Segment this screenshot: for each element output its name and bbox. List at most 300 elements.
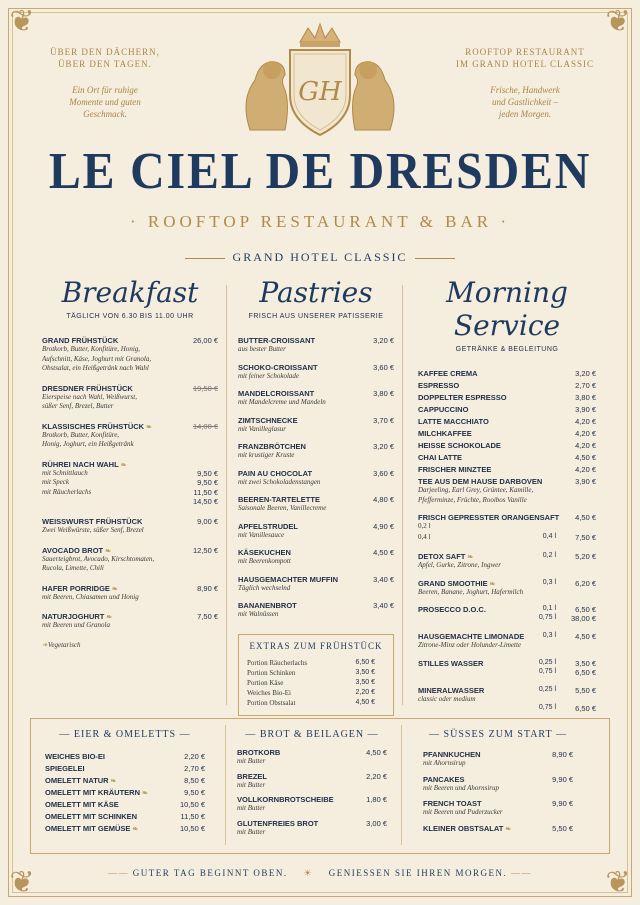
pastry-name: SCHOKO-CROISSANT <box>238 362 318 372</box>
pastry-item <box>238 522 394 541</box>
drink-description: Beeren, Banane, Joghurt, Hafermilch <box>418 587 524 596</box>
item-name-text: SPIEGELEI <box>45 764 85 773</box>
pastry-price: 3,40 € <box>373 601 394 610</box>
item-name-text: GLUTENFREIES BROT <box>237 818 319 828</box>
pastry-name: BUTTER-CROISSANT <box>238 336 316 345</box>
item-description: Brotkorb, Butter, Konfitüre, Honig, <box>42 345 141 353</box>
menu-item <box>237 748 387 767</box>
item-description: mit Butter <box>237 757 266 765</box>
pastry-description: mit zwei Schokoladenstangen <box>238 477 321 486</box>
drink-item <box>418 465 596 474</box>
drink-name-text: HEISSE SCHOKOLADE <box>418 441 501 450</box>
item-description: mit Beeren und Ahornsirup <box>423 783 500 792</box>
item-option <box>42 469 218 479</box>
item-name <box>42 612 218 621</box>
pastry-price: 3,20 € <box>373 442 394 451</box>
morning-list <box>418 369 596 714</box>
item-name-text: OMELETT NATUR <box>45 776 109 785</box>
drink-price: 6,20 € <box>575 578 596 588</box>
item-price: 9,00 € <box>197 517 218 526</box>
drink-size: 0,75 l <box>538 614 556 621</box>
drink-size: 0,75 l <box>538 704 556 711</box>
vegetarian-legend <box>42 641 218 651</box>
item-option <box>42 488 218 498</box>
item-description: mit Butter <box>237 827 266 836</box>
left-italic-3: Geschmack. <box>83 109 127 119</box>
item-name <box>42 584 218 593</box>
drink-name <box>418 465 596 474</box>
item-description: Aufschnitt, Käse, Joghurt mit Granola, <box>42 354 152 363</box>
left-italic-1: Ein Ort für ruhige <box>72 85 138 95</box>
drink-name <box>418 429 596 438</box>
extras-box <box>238 634 394 716</box>
item-price: 19,50 € <box>192 383 218 393</box>
right-caps-1: ROOFTOP RESTAURANT <box>465 47 585 57</box>
drink-description: Pfefferminze, Früchte, Rooibos Vanille <box>418 495 527 504</box>
drink-price: 4,20 € <box>575 417 596 426</box>
morning-subtitle: GETRÄNKE & BEGLEITUNG <box>455 346 559 353</box>
drink-price: 4,50 € <box>575 632 596 641</box>
menu-item <box>42 517 218 536</box>
item-price: 9,50 € <box>184 788 205 797</box>
item-name <box>42 384 218 393</box>
menu-item <box>42 612 218 631</box>
item-price: 8,90 € <box>197 583 218 593</box>
item-name <box>423 750 573 759</box>
item-description: Zwei Weißwürste, süßer Senf, Brezel <box>42 526 144 534</box>
item-name-text: NATURJOGHURT <box>42 612 105 621</box>
item-description: Rucola, Limette, Chili <box>42 564 104 572</box>
pastry-description: mit Beerenkompott <box>238 557 291 565</box>
item-name <box>42 517 218 526</box>
crest-icon <box>230 20 410 140</box>
pastry-item <box>238 336 394 355</box>
pastry-description: Saisonale Beeren, Vanillecreme <box>238 504 327 512</box>
item-name <box>42 460 218 469</box>
vegetarian-leaf-icon: ❧ <box>140 790 148 797</box>
pastry-name: ZIMTSCHNECKE <box>238 415 298 425</box>
breakfast-title: Breakfast <box>61 276 199 309</box>
item-price: 14,00 € <box>192 421 218 431</box>
item-description: mit Beeren und Granola <box>42 621 110 629</box>
extra-item <box>247 679 385 689</box>
item-price: 12,50 € <box>192 545 218 555</box>
pastry-item <box>238 416 394 435</box>
eggs-title: — EIER & OMELETTS — <box>59 729 191 740</box>
drink-name <box>418 417 596 426</box>
item-price: 10,50 € <box>179 824 205 833</box>
item-name <box>237 795 387 804</box>
sweet-list <box>423 750 573 833</box>
item-name <box>42 546 218 555</box>
item-name-text: PFANNKUCHEN <box>423 750 481 759</box>
menu-item <box>42 384 218 412</box>
item-name <box>42 336 218 345</box>
item-name-text: FRENCH TOAST <box>423 799 482 808</box>
pastry-price: 3,20 € <box>373 336 394 345</box>
pastry-item <box>238 389 394 408</box>
drink-price: 4,50 € <box>575 513 596 522</box>
item-name-text: VOLLKORNBROTSCHEIBE <box>237 795 334 804</box>
item-price: 9,90 € <box>552 799 573 808</box>
drink-name <box>418 453 596 462</box>
drink-name-text: FRISCH GEPRESSTER ORANGENSAFT <box>418 513 560 522</box>
footer-right: GENIESSEN SIE IHREN MORGEN. <box>328 868 508 878</box>
item-name <box>237 772 387 781</box>
option-price: 14,50 € <box>192 497 218 506</box>
drink-name-text: MILCHKAFFEE <box>418 429 472 438</box>
item-option <box>42 497 218 507</box>
extra-price: 4,50 € <box>355 698 375 706</box>
pastries-column <box>238 276 394 716</box>
corner-ornament-icon: ❦ <box>605 865 631 900</box>
footer: —— GUTER TAG BEGINNT OBEN. ☀ GENIESSEN SIE IHREN MORGEN. —— <box>107 868 533 878</box>
pastries-subtitle: FRISCH AUS UNSERER PATISSERIE <box>248 313 384 320</box>
drink-item <box>418 513 596 544</box>
extra-name: Weiches Bio-Ei <box>247 688 291 697</box>
pastry-price: 4,90 € <box>373 521 394 531</box>
drink-size: 0,25 l <box>538 685 556 693</box>
item-name-text: OMELETT MIT GEMÜSE <box>45 824 131 833</box>
drink-name <box>418 381 596 390</box>
item-name-text: KLASSISCHES FRÜHSTÜCK <box>42 421 145 431</box>
drink-option <box>418 704 596 714</box>
drink-name <box>418 393 596 402</box>
item-name-text: OMELETT MIT KRÄUTERN <box>45 788 140 797</box>
drink-name-text: TEE AUS DEM HAUSE DARBOVEN <box>418 477 543 486</box>
item-price: 2,20 € <box>184 752 205 761</box>
corner-ornament-icon: ❦ <box>605 4 631 39</box>
extra-name: Portion Obstsalat <box>247 698 296 707</box>
drink-name-text: DOPPELTER ESPRESSO <box>418 393 507 402</box>
right-italic-1: Frische, Handwerk <box>490 85 560 95</box>
vegetarian-leaf-icon: ❧ <box>108 778 117 785</box>
breakfast-list <box>42 336 218 650</box>
drink-item <box>418 686 596 715</box>
item-name <box>45 788 205 797</box>
option-label: mit Räucherlachs <box>42 487 92 496</box>
item-price: 1,80 € <box>366 795 387 804</box>
item-name-text: BROTKORB <box>237 748 281 757</box>
extra-price: 3,50 € <box>355 668 375 676</box>
menu-item <box>423 799 573 818</box>
pastry-description: mit feiner Schokolade <box>238 371 300 380</box>
menu-item <box>45 752 205 761</box>
pastry-price: 4,80 € <box>373 495 394 504</box>
item-price: 4,50 € <box>366 748 387 757</box>
drink-name-text: KAFFEE CREMA <box>418 369 478 378</box>
pastry-price: 4,50 € <box>373 548 394 557</box>
drink-price: 4,20 € <box>575 441 596 450</box>
item-description: Brotkorb, Butter, Konfitüre, <box>42 430 120 439</box>
bottom-band <box>30 718 610 854</box>
breakfast-hours: TÄGLICH VON 6.30 BIS 11.00 UHR <box>66 313 194 320</box>
pastry-description: mit Vanilleglasur <box>238 424 287 433</box>
item-price: 11,50 € <box>180 812 205 821</box>
item-name-text: WEISSWURST FRÜHSTÜCK <box>42 517 143 526</box>
item-name-text: OMELETT MIT KÄSE <box>45 800 119 809</box>
extra-price: 3,50 € <box>355 678 375 686</box>
vegetarian-leaf-icon: ❧ <box>109 585 118 593</box>
pastry-name: HAUSGEMACHTER MUFFIN <box>238 574 338 584</box>
drink-price: 2,70 € <box>575 381 596 390</box>
breakfast-column <box>42 276 218 650</box>
item-description: süßer Senf, Brezel, Butter <box>42 402 114 410</box>
extras-title: EXTRAS ZUM FRÜHSTÜCK <box>249 640 383 651</box>
vegetarian-leaf-icon: ❧ <box>42 640 48 649</box>
eggs-list <box>45 752 205 833</box>
item-price: 5,50 € <box>552 823 573 833</box>
hotel-name: GRAND HOTEL CLASSIC <box>232 250 408 264</box>
pastry-item <box>238 469 394 488</box>
pastry-name: PAIN AU CHOCOLAT <box>238 468 313 478</box>
drink-item <box>418 579 596 598</box>
item-price: 7,50 € <box>197 612 218 621</box>
drink-item <box>418 417 596 426</box>
vegetarian-leaf-icon: ❧ <box>130 826 139 833</box>
drink-size: 0,75 l <box>538 667 556 675</box>
pastry-item <box>238 363 394 382</box>
extra-name: Portion Käse <box>247 678 284 687</box>
drink-item <box>418 429 596 438</box>
restaurant-subtitle: · ROOFTOP RESTAURANT & BAR · <box>129 212 511 231</box>
drink-item <box>418 605 596 624</box>
menu-item <box>45 800 205 809</box>
pastry-description: mit Vanillesauce <box>238 530 285 539</box>
pastry-price: 3,40 € <box>373 574 394 584</box>
drink-price: 3,20 € <box>575 369 596 378</box>
drink-name-text: PROSECCO D.O.C. <box>418 605 486 614</box>
column-divider <box>226 285 227 705</box>
eggs-section <box>45 729 205 836</box>
right-italic-2: und Gastlichkeit – <box>492 97 558 107</box>
extra-item <box>247 669 385 679</box>
drink-item <box>418 477 596 505</box>
hotel-name-row <box>0 250 640 265</box>
drink-item <box>418 369 596 378</box>
pastry-item <box>238 548 394 567</box>
menu-item <box>42 584 218 603</box>
item-description: Obstsalat, ein Heißgetränk nach Wahl <box>42 364 149 372</box>
band-divider <box>401 725 402 845</box>
drink-description: Darjeeling, Earl Grey, Grüntee, Kamille, <box>418 486 534 494</box>
item-description: mit Beeren, Chiasamen und Honig <box>42 592 139 601</box>
menu-item <box>42 422 218 450</box>
menu-item <box>45 776 205 785</box>
vegetarian-leaf-icon: ❧ <box>103 547 111 555</box>
left-italic-2: Momente und guten <box>69 97 141 107</box>
option-price: 11,50 € <box>193 487 218 497</box>
item-description: Eierspeise nach Wahl, Weißwurst, <box>42 392 137 401</box>
item-name-text: GRAND FRÜHSTÜCK <box>42 336 119 345</box>
menu-item <box>237 819 387 838</box>
drink-item <box>418 453 596 462</box>
drink-name-text: LATTE MACCHIATO <box>418 417 489 426</box>
drink-price: 7,50 € <box>575 533 596 542</box>
item-description: Honig, Joghurt, ein Heißgetränk <box>42 440 134 448</box>
drink-name <box>418 552 596 561</box>
drink-price: 4,20 € <box>575 465 596 474</box>
drink-price: 4,20 € <box>575 429 596 438</box>
drink-price: 6,50 € <box>575 704 596 713</box>
drink-item <box>418 552 596 571</box>
item-name <box>42 422 218 431</box>
extra-item <box>247 699 385 709</box>
drink-size: 0,3 l <box>542 578 556 586</box>
option-price: 9,50 € <box>197 468 218 478</box>
drink-name-text: GRAND SMOOTHIE <box>418 578 488 588</box>
extra-item <box>247 689 385 699</box>
extra-name: Portion Schinken <box>247 668 296 677</box>
item-price: 8,50 € <box>184 776 205 785</box>
item-name <box>237 819 387 828</box>
drink-name <box>418 632 596 641</box>
pastries-list <box>238 336 394 620</box>
item-price: 10,50 € <box>179 800 205 809</box>
drink-item <box>418 441 596 450</box>
menu-item <box>237 772 387 791</box>
drink-name-text: STILLES WASSER <box>418 658 484 668</box>
drink-size: 0,3 l <box>542 632 556 639</box>
item-description: mit Butter <box>237 804 266 812</box>
item-name-text: PANCAKES <box>423 774 465 784</box>
menu-item <box>45 824 205 833</box>
drink-description: Apfel, Gurke, Zitrone, Ingwer <box>418 561 501 569</box>
extra-name: Portion Räucherlachs <box>247 658 308 667</box>
item-name-text: AVOCADO BROT <box>42 545 104 555</box>
item-name <box>423 824 573 833</box>
sunrise-icon: ☀ <box>303 868 314 878</box>
drink-price: 3,80 € <box>575 393 596 402</box>
pastry-item <box>238 575 394 594</box>
item-price: 2,70 € <box>184 764 205 773</box>
item-description: mit Ahornsirup <box>423 759 466 767</box>
item-name-text: KLEINER OBSTSALAT <box>423 823 504 833</box>
pastry-item <box>238 601 394 620</box>
item-name <box>45 752 205 761</box>
corner-ornament-icon: ❦ <box>9 4 35 39</box>
pastry-price: 3,70 € <box>373 415 394 425</box>
item-description: Sauerteigbrot, Avocado, Kirschtomaten, <box>42 554 155 563</box>
drink-option <box>418 668 596 678</box>
left-caps-1: ÜBER DEN DÄCHERN, <box>50 47 160 57</box>
option-label: mit Speck <box>42 478 70 486</box>
drink-name <box>418 513 596 522</box>
drink-size: 0,25 l <box>538 658 556 666</box>
pastry-description: mit Mandelcreme und Mandeln <box>238 398 326 406</box>
item-price: 2,20 € <box>366 771 387 781</box>
drink-size: 0,1 l <box>542 605 556 612</box>
drink-size: 0,2 l <box>542 552 556 559</box>
pastry-description: mit Walnüssen <box>238 610 279 618</box>
item-name-text: RÜHREI NACH WAHL <box>42 459 119 469</box>
menu-item <box>423 750 573 769</box>
right-italic-3: jeden Morgen. <box>498 109 552 119</box>
pastry-name: KÄSEKUCHEN <box>238 548 291 557</box>
item-name <box>237 748 387 757</box>
drink-price: 5,20 € <box>575 552 596 561</box>
drink-size: 0,4 l <box>542 533 556 540</box>
item-price: 26,00 € <box>192 336 218 345</box>
drink-name-text: CHAI LATTE <box>418 453 463 462</box>
bread-list <box>237 748 387 837</box>
drink-size: 0,4 l <box>418 533 431 541</box>
menu-item <box>423 775 573 794</box>
pastry-name: BEEREN-TARTELETTE <box>238 495 320 504</box>
drink-name-text: HAUSGEMACHTE LIMONADE <box>418 632 525 641</box>
drink-price: 4,50 € <box>575 453 596 462</box>
pastries-title: Pastries <box>259 276 373 309</box>
drink-name <box>418 441 596 450</box>
drink-name-text: MINERALWASSER <box>418 685 485 695</box>
drink-size: 0,2 l <box>418 522 431 530</box>
menu-item <box>42 546 218 574</box>
drink-item <box>418 632 596 651</box>
vegetarian-leaf-icon: ❧ <box>144 423 152 431</box>
morning-column <box>418 276 596 722</box>
item-name-text: BREZEL <box>237 771 267 781</box>
option-price: 9,50 € <box>197 478 218 487</box>
pastry-name: MANDELCROISSANT <box>238 389 315 398</box>
drink-name <box>418 605 596 614</box>
drink-option <box>418 614 596 624</box>
drink-option <box>418 533 596 544</box>
menu-item <box>45 764 205 773</box>
item-price: 8,90 € <box>552 750 573 759</box>
menu-item <box>42 336 218 374</box>
drink-item <box>418 381 596 390</box>
drink-option <box>418 522 596 533</box>
drink-item <box>418 393 596 402</box>
menu-item <box>423 824 573 833</box>
item-name <box>45 764 205 773</box>
drink-price: 3,50 € <box>575 658 596 668</box>
legend-text: Vegetarisch <box>47 640 81 649</box>
menu-item <box>45 788 205 797</box>
item-name <box>45 776 205 785</box>
drink-price: 6,50 € <box>575 605 596 614</box>
vegetarian-leaf-icon: ❧ <box>487 580 496 588</box>
item-option <box>42 478 218 488</box>
drink-name-text: DETOX SAFT <box>418 552 466 561</box>
drink-item <box>418 659 596 678</box>
restaurant-title: LE CIEL DE DRESDEN <box>48 143 592 200</box>
menu-item <box>42 460 218 508</box>
morning-title: Morning Service <box>446 276 568 342</box>
drink-name <box>418 579 596 588</box>
drink-price: 6,50 € <box>575 667 596 677</box>
pastry-name: BANANENBROT <box>238 601 297 610</box>
vegetarian-leaf-icon: ❧ <box>465 554 474 561</box>
vegetarian-leaf-icon: ❧ <box>118 461 127 469</box>
pastry-price: 3,60 € <box>373 362 394 372</box>
extra-price: 6,50 € <box>355 658 375 666</box>
vegetarian-leaf-icon: ❧ <box>503 825 512 833</box>
drink-price: 3,90 € <box>575 477 596 486</box>
item-description: mit Beeren und Puderzucker <box>423 808 503 816</box>
drink-name <box>418 659 596 668</box>
vegetarian-leaf-icon: ❧ <box>104 614 113 621</box>
sweet-section <box>423 729 573 839</box>
pastry-price: 3,60 € <box>373 468 394 478</box>
drink-price: 38,00 € <box>570 614 596 623</box>
item-name-text: HAFER PORRIDGE <box>42 583 110 593</box>
right-caps-2: IM GRAND HOTEL CLASSIC <box>456 59 594 69</box>
drink-name-text: ESPRESSO <box>418 381 460 390</box>
footer-left: GUTER TAG BEGINNT OBEN. <box>132 868 288 878</box>
drink-name-text: FRISCHER MINZTEE <box>418 465 492 474</box>
extras-list <box>247 659 385 709</box>
